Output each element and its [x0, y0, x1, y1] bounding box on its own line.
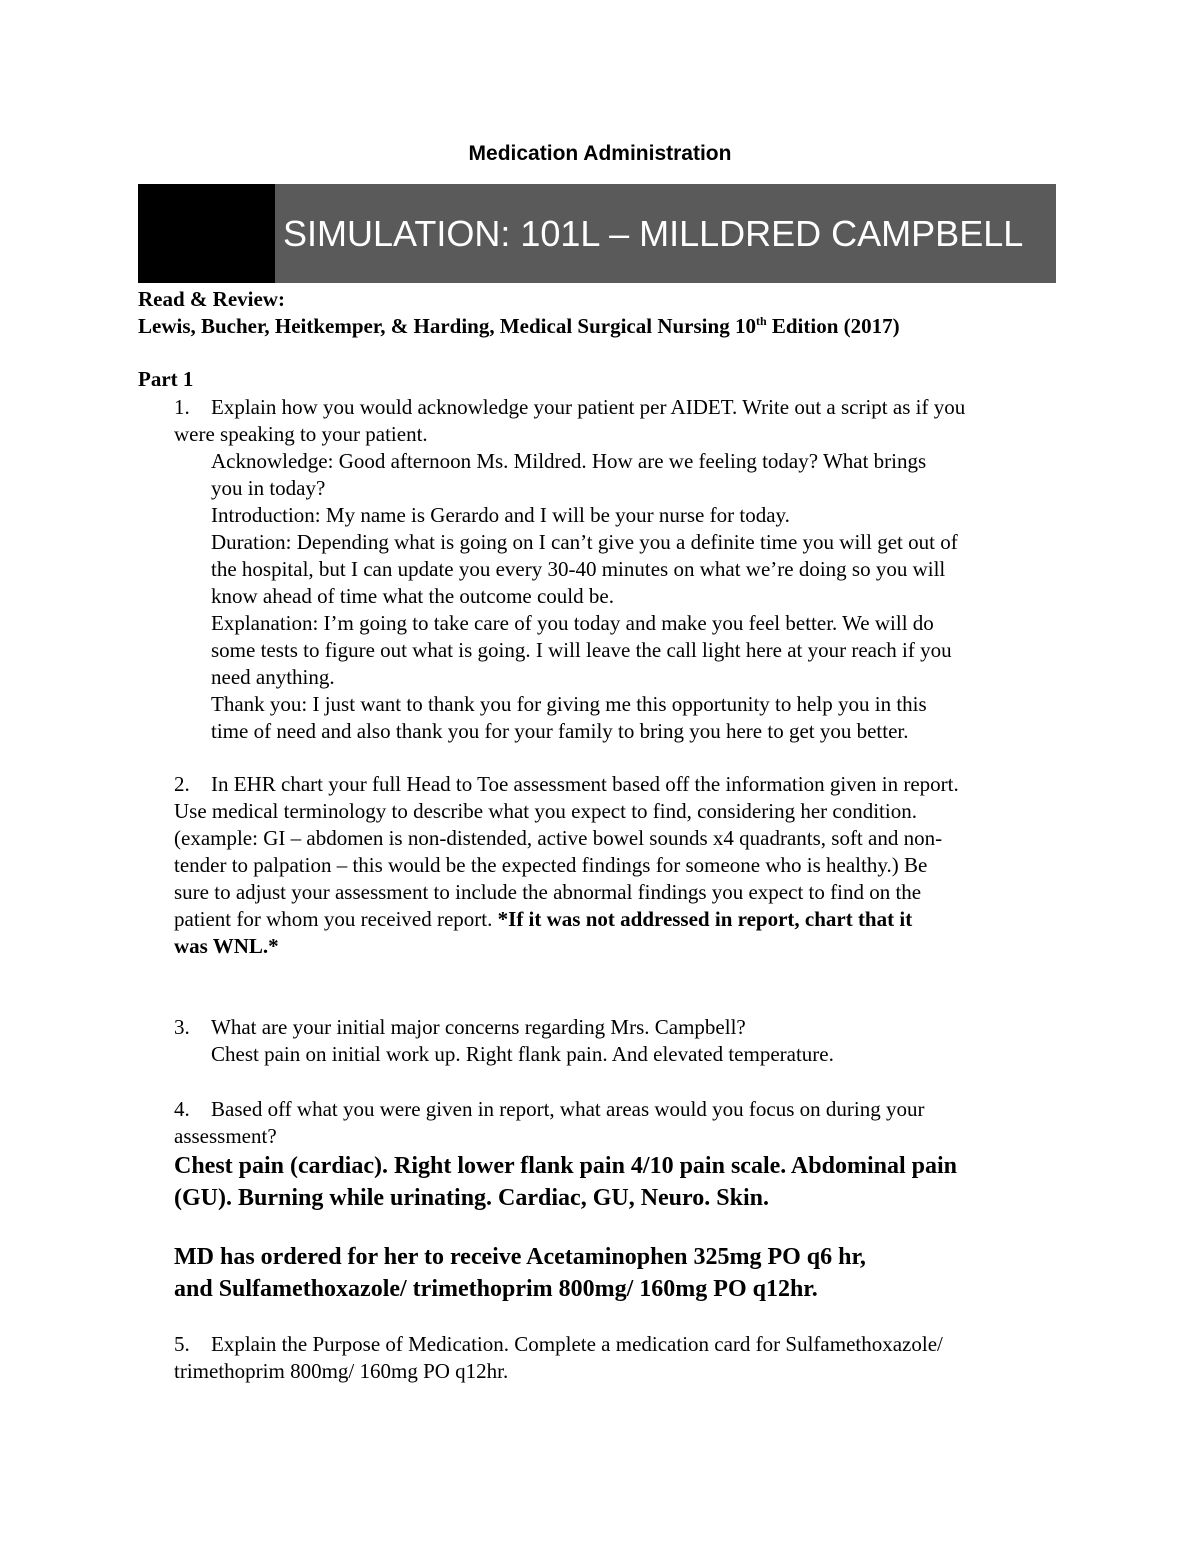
q2-line6: [174, 906, 912, 933]
q3-number: 3.: [174, 1015, 190, 1039]
q5-line2: trimethoprim 800mg/ 160mg PO q12hr.: [174, 1359, 509, 1383]
reference-citation: [138, 313, 900, 340]
q2-line: sure to adjust your assessment to include the abnormal findings you expect to find on the: [174, 880, 922, 904]
reference-end: Edition (2017): [766, 314, 900, 338]
q1-answer-line: some tests to figure out what is going. I will leave the call light here at your reach if you: [211, 638, 952, 662]
q5-line1: Explain the Purpose of Medication. Complete a medication card for Sulfamethoxazole/: [211, 1332, 943, 1356]
q2-number: 2.: [174, 772, 190, 796]
q2-line6-bold: *If it was not addressed in report, chart that it: [497, 907, 913, 931]
banner-title: SIMULATION: 101L – MILLDRED CAMPBELL: [283, 213, 1024, 254]
q4-line1: Based off what you were given in report, what areas would you focus on during your: [211, 1097, 925, 1121]
q1-answer-line: Explanation: I’m going to take care of you today and make you feel better. We will do: [211, 611, 934, 635]
q1-answer-line: time of need and also thank you for your family to bring you here to get you better.: [211, 719, 909, 743]
md-order-line1: MD has ordered for her to receive Acetaminophen 325mg PO q6 hr,: [174, 1244, 866, 1270]
q2-line6-plain: patient for whom you received report.: [174, 907, 498, 931]
reference-start: Lewis, Bucher, Heitkemper, & Harding, Medical Surgical Nursing 10: [138, 314, 756, 338]
q1-answer-line: know ahead of time what the outcome could be.: [211, 584, 614, 608]
q2-line: tender to palpation – this would be the expected findings for someone who is healthy.) Be: [174, 853, 928, 877]
q1-answer-line: you in today?: [211, 476, 326, 500]
q1-answer-line: Duration: Depending what is going on I can’t give you a definite time you will get out of: [211, 530, 958, 554]
banner-black-block: [138, 184, 275, 283]
q4-answer-line1: Chest pain (cardiac). Right lower flank pain 4/10 pain scale. Abdominal pain: [174, 1153, 957, 1179]
document-title: Medication Administration: [468, 142, 732, 165]
simulation-banner: [138, 184, 1056, 283]
q4-number: 4.: [174, 1097, 190, 1121]
read-review-label: Read & Review:: [138, 287, 285, 311]
q2-line: Use medical terminology to describe what you expect to find, considering her condition.: [174, 799, 917, 823]
q1-number: 1.: [174, 395, 190, 419]
q4-line2: assessment?: [174, 1124, 277, 1148]
q2-line7: was WNL.*: [174, 934, 279, 958]
q3-answer: Chest pain on initial work up. Right flank pain. And elevated temperature.: [211, 1042, 834, 1066]
part1-heading: Part 1: [138, 367, 194, 391]
q1-answer-line: the hospital, but I can update you every 30-40 minutes on what we’re doing so you will: [211, 557, 946, 581]
q2-line: (example: GI – abdomen is non-distended, active bowel sounds x4 quadrants, soft and non-: [174, 826, 943, 850]
q1-answer-line: Thank you: I just want to thank you for giving me this opportunity to help you in this: [211, 692, 927, 716]
q2-line1: In EHR chart your full Head to Toe assessment based off the information given in report.: [211, 772, 959, 796]
q1-line1: Explain how you would acknowledge your patient per AIDET. Write out a script as if you: [211, 395, 966, 419]
q1-answer-line: Introduction: My name is Gerardo and I will be your nurse for today.: [211, 503, 790, 527]
q1-answer-line: need anything.: [211, 665, 335, 689]
q1-answer-line: Acknowledge: Good afternoon Ms. Mildred. How are we feeling today? What brings: [211, 449, 927, 473]
q4-answer-line2: (GU). Burning while urinating. Cardiac, GU, Neuro. Skin.: [174, 1185, 769, 1211]
q5-number: 5.: [174, 1332, 190, 1356]
q3-question: What are your initial major concerns regarding Mrs. Campbell?: [211, 1015, 746, 1039]
q1-line2: were speaking to your patient.: [174, 422, 428, 446]
md-order-line2: and Sulfamethoxazole/ trimethoprim 800mg/ 160mg PO q12hr.: [174, 1276, 818, 1302]
reference-superscript: th: [755, 314, 767, 328]
